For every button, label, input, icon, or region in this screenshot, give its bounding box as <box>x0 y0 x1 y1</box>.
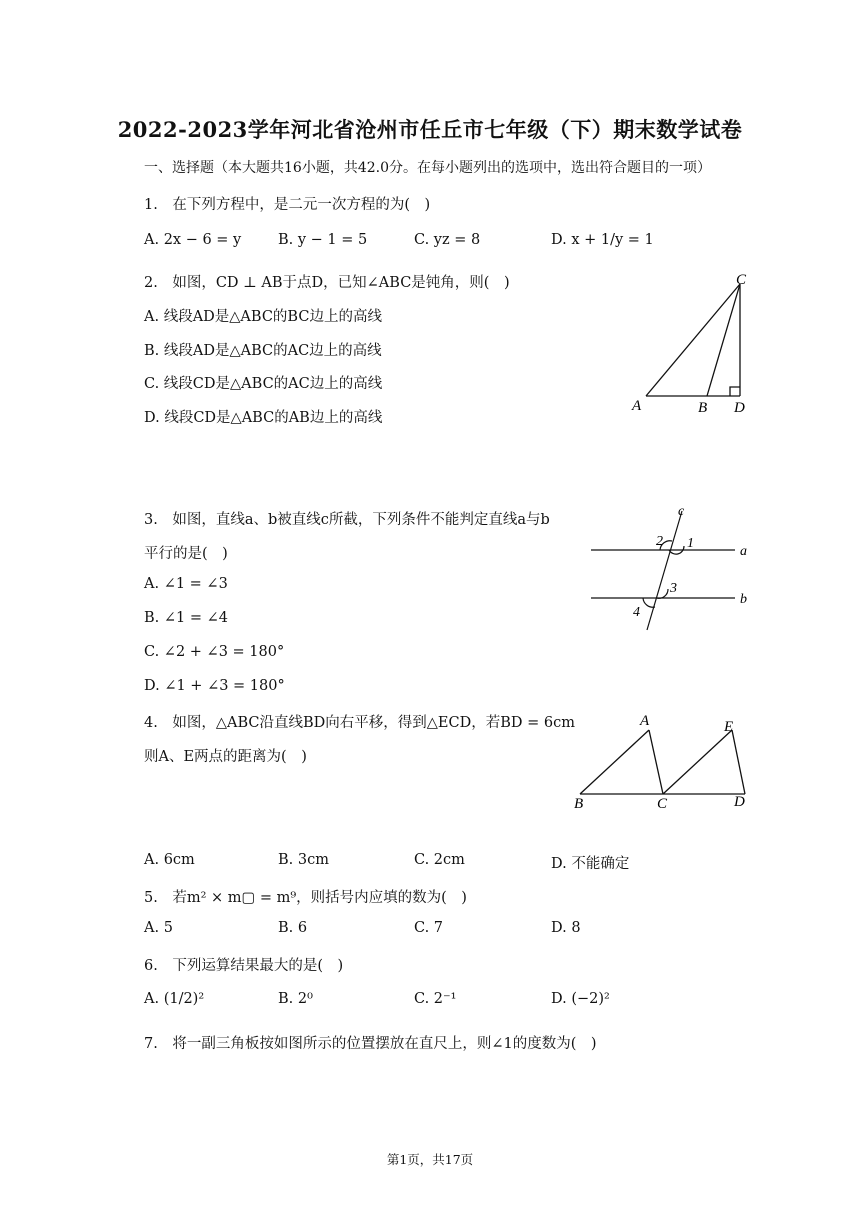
figure-label-e: E <box>724 719 734 735</box>
question-3-stem-line1: 3. 如图，直线a、b被直线c所截，下列条件不能判定直线a与b <box>144 512 550 528</box>
question-3-figure <box>585 503 760 633</box>
question-4-stem-line1: 4. 如图，△ABC沿直线BD向右平移，得到△ECD，若BD = 6cm <box>144 715 575 731</box>
angle-label-2: 2 <box>656 534 663 549</box>
question-3-option-b: B. ∠1 = ∠4 <box>144 610 228 626</box>
angle-label-3: 3 <box>670 581 677 596</box>
page-footer: 第1页，共17页 <box>386 1152 474 1167</box>
angle-label-4: 4 <box>633 605 640 620</box>
question-6-option-d: D. (−2)² <box>551 991 610 1007</box>
question-2-option-c: C. 线段CD是△ABC的AC边上的高线 <box>144 376 383 392</box>
question-5-option-d: D. 8 <box>551 920 581 936</box>
question-5-option-a: A. 5 <box>144 920 173 936</box>
question-3-stem-line2: 平行的是( ) <box>144 546 228 562</box>
question-2-stem: 2. 如图，CD ⊥ AB于点D，已知∠ABC是钝角，则( ) <box>144 275 510 291</box>
question-1-option-d: D. x + 1/y = 1 <box>551 232 654 248</box>
question-5-option-b: B. 6 <box>278 920 308 936</box>
question-3-option-c: C. ∠2 + ∠3 = 180° <box>144 644 285 660</box>
question-1-option-b: B. y − 1 = 5 <box>278 232 368 248</box>
question-1-stem: 1. 在下列方程中，是二元一次方程的为( ) <box>144 197 431 213</box>
question-2-option-a: A. 线段AD是△ABC的BC边上的高线 <box>144 309 382 325</box>
angle-label-1: 1 <box>687 536 694 551</box>
question-2-figure <box>620 270 760 420</box>
question-4-stem-line2: 则A、E两点的距离为( ) <box>144 749 307 765</box>
question-4-option-d: D. 不能确定 <box>551 856 630 872</box>
question-4-figure <box>565 708 760 813</box>
figure-label-a: A <box>632 398 642 414</box>
question-1-option-a: A. 2x − 6 = y <box>144 232 242 248</box>
page-title: 2022-2023学年河北省沧州市任丘市七年级（下）期末数学试卷 <box>117 117 743 142</box>
question-7-stem: 7. 将一副三角板按如图所示的位置摆放在直尺上，则∠1的度数为( ) <box>144 1036 597 1052</box>
question-2-option-d: D. 线段CD是△ABC的AB边上的高线 <box>144 410 383 426</box>
figure-label-b: B <box>574 796 584 812</box>
figure-label-b: B <box>698 400 708 416</box>
question-3-option-a: A. ∠1 = ∠3 <box>144 576 228 592</box>
figure-label-d: D <box>734 400 745 416</box>
figure-label-a: A <box>640 713 650 729</box>
figure-label-b: b <box>740 592 747 607</box>
question-5-stem: 5. 若m² × m▢ = m⁹，则括号内应填的数为( ) <box>144 890 467 906</box>
question-4-option-a: A. 6cm <box>144 852 195 868</box>
figure-label-c: C <box>736 272 747 288</box>
question-6-stem: 6. 下列运算结果最大的是( ) <box>144 958 344 974</box>
question-5-option-c: C. 7 <box>414 920 444 936</box>
figure-label-c: C <box>657 796 668 812</box>
question-6-option-b: B. 2⁰ <box>278 991 313 1007</box>
section-heading: 一、选择题（本大题共16小题，共42.0分。在每小题列出的选项中，选出符合题目的一项） <box>144 160 711 176</box>
question-4-option-b: B. 3cm <box>278 852 329 868</box>
question-6-option-a: A. (1/2)² <box>144 991 205 1007</box>
question-4-option-c: C. 2cm <box>414 852 465 868</box>
figure-label-d: D <box>734 794 745 810</box>
figure-label-c: c <box>678 504 685 519</box>
figure-label-a: a <box>740 544 747 559</box>
question-2-option-b: B. 线段AD是△ABC的AC边上的高线 <box>144 343 382 359</box>
question-3-option-d: D. ∠1 + ∠3 = 180° <box>144 678 285 694</box>
question-1-option-c: C. yz = 8 <box>414 232 481 248</box>
question-6-option-c: C. 2⁻¹ <box>414 991 457 1007</box>
